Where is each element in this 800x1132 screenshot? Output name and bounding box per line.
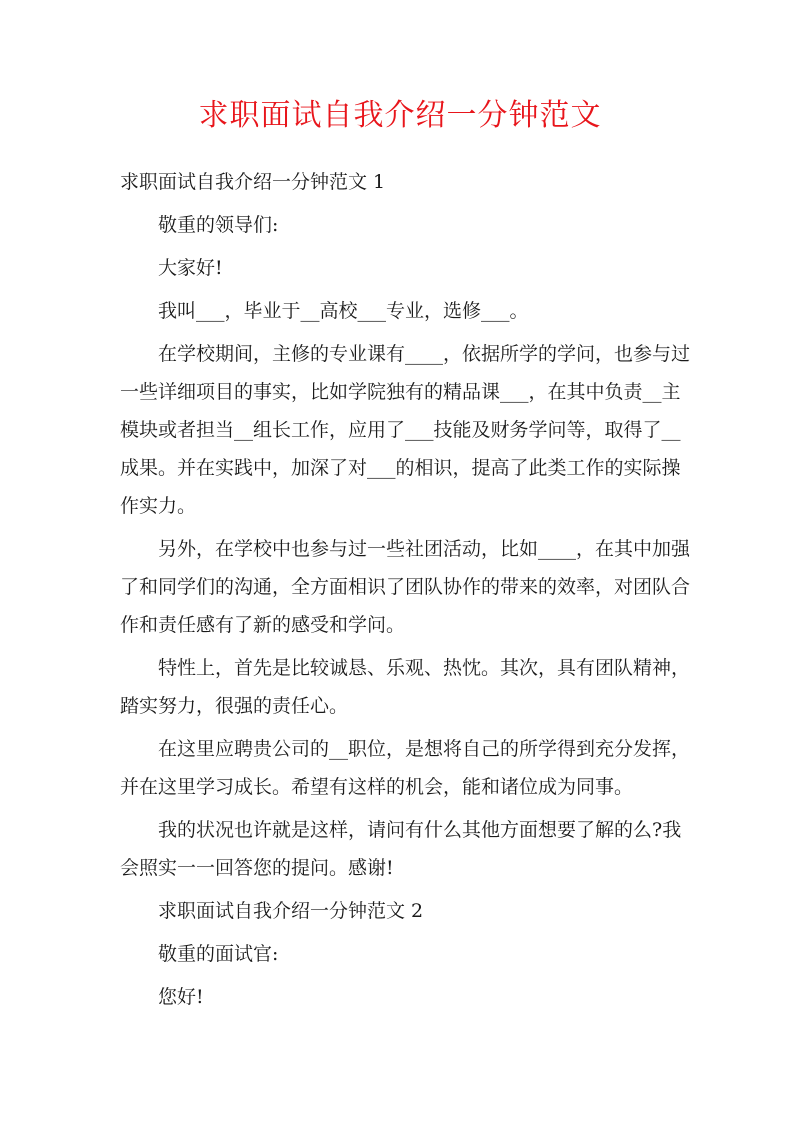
paragraph-line: 踏实努力，很强的责任心。 [120,695,349,717]
paragraph-line: 作和责任感有了新的感受和学问。 [120,614,406,636]
document-title: 求职面试自我介绍一分钟范文 [198,98,602,133]
paragraph-line: 我的状况也许就是这样，请问有什么其他方面想要了解的么?我 [158,819,682,841]
paragraph-line: 会照实一一回答您的提问。感谢! [120,857,394,879]
greeting: 大家好! [158,257,223,279]
greeting: 您好! [158,986,204,1008]
section-heading-2: 求职面试自我介绍一分钟范文 2 [158,900,424,922]
paragraph-line: 在学校期间，主修的专业课有____，依据所学的学问，也参与过 [158,343,690,365]
salutation: 敬重的领导们: [158,214,279,236]
document-body [120,163,690,1016]
salutation: 敬重的面试官: [158,943,279,965]
paragraph-line: 另外，在学校中也参与过一些社团活动，比如____，在其中加强 [158,538,690,560]
section-heading-1: 求职面试自我介绍一分钟范文 1 [120,171,386,193]
paragraph-line: 在这里应聘贵公司的__职位，是想将自己的所学得到充分发挥， [158,738,690,760]
paragraph-line: 并在这里学习成长。希望有这样的机会，能和诸位成为同事。 [120,776,634,798]
paragraph-line: 作实力。 [120,495,197,517]
paragraph-line: 我叫___，毕业于__高校___专业，选修___。 [158,300,529,322]
paragraph-line: 一些详细项目的事实，比如学院独有的精品课___，在其中负责__主 [120,381,681,403]
paragraph-line: 特性上，首先是比较诚恳、乐观、热忱。其次，具有团队精神， [158,657,690,679]
paragraph-line: 成果。并在实践中，加深了对___的相识，提高了此类工作的实际操 [120,457,681,479]
paragraph-line: 模块或者担当__组长工作，应用了___技能及财务学问等，取得了__ [120,419,681,441]
paragraph-line: 了和同学们的沟通，全方面相识了团队协作的带来的效率，对团队合 [120,576,690,598]
